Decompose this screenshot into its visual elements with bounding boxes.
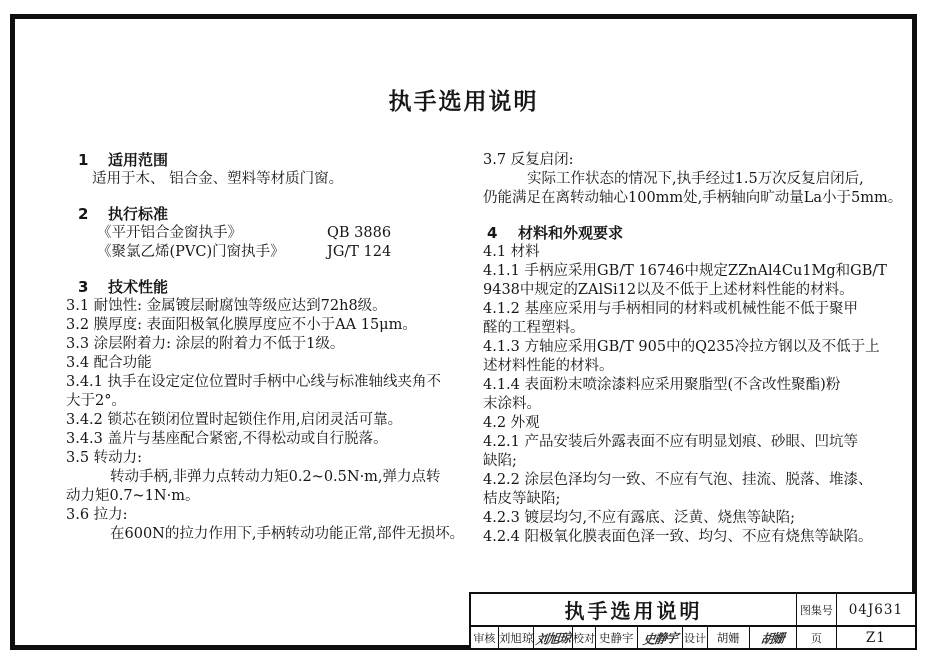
title-block-cell-name xyxy=(708,627,750,648)
text-span: 适用于木、 铝合金、塑料等材质门窗。 xyxy=(92,171,344,187)
title-block-top-row xyxy=(471,594,915,627)
text-span: 缺陷; xyxy=(483,453,517,469)
text-line xyxy=(483,528,897,547)
section-heading xyxy=(66,278,470,297)
section-heading xyxy=(483,224,897,243)
text-span: 4.2 外观 xyxy=(483,415,540,431)
text-span: 3.4.3 盖片与基座配合紧密,不得松动或自行脱落。 xyxy=(66,431,388,447)
text-line xyxy=(483,452,897,471)
text-line xyxy=(66,170,470,189)
text-span: 3.1 耐蚀性: 金属镀层耐腐蚀等级应达到72h8级。 xyxy=(66,298,387,314)
text-span: 桔皮等缺陷; xyxy=(483,491,561,507)
right-text-column xyxy=(483,151,903,547)
title-block-cell-label xyxy=(573,627,596,648)
text-line xyxy=(66,316,470,335)
text-line xyxy=(483,338,897,357)
text-span: 动力矩0.7~1N·m。 xyxy=(66,488,200,504)
text-line xyxy=(483,490,897,509)
text-line xyxy=(483,281,897,300)
text-span: 4.2.3 镀层均匀,不应有露底、泛黄、烧焦等缺陷; xyxy=(483,510,795,526)
text-line xyxy=(483,243,897,262)
page-label: 页 xyxy=(797,627,837,648)
section-number: 1 xyxy=(78,151,89,169)
text-span: 实际工作状态的情况下,执手经过1.5万次反复启闭后, xyxy=(527,171,864,187)
text-span: 仍能满足在离转动轴心100mm处,手柄轴向旷动量La小于5mm。 xyxy=(483,190,903,206)
section-number: 4 xyxy=(487,224,498,242)
title-block-cell-name xyxy=(499,627,535,648)
text-line xyxy=(66,468,470,487)
text-span: 执行标准 xyxy=(108,205,169,223)
title-block-title: 执手选用说明 xyxy=(471,594,797,625)
text-span: 3.4.1 执手在设定定位位置时手柄中心线与标准轴线夹角不 xyxy=(66,374,442,390)
title-block-cell-sig xyxy=(750,627,798,648)
text-line xyxy=(483,189,903,208)
text-line xyxy=(66,449,470,468)
text-span: 在600N的拉力作用下,手柄转动功能正常,部件无损坏。 xyxy=(110,526,465,542)
text-span: 3.3 涂层附着力: 涂层的附着力不低于1级。 xyxy=(66,336,345,352)
text-line xyxy=(483,376,897,395)
person-name: 刘旭琼 xyxy=(498,630,534,645)
handwritten-signature: 刘旭琼 xyxy=(535,629,572,647)
atlas-number-value: 04J631 xyxy=(848,601,904,618)
text-line xyxy=(483,433,897,452)
text-line xyxy=(483,151,897,170)
text-span: 转动手柄,非弹力点转动力矩0.2~0.5N·m,弹力点转 xyxy=(110,469,441,485)
drawing-title-block xyxy=(469,592,917,650)
title-block-cell-sig xyxy=(638,627,684,648)
text-span: 述材料性能的材料。 xyxy=(483,358,614,374)
text-span: 4.1.4 表面粉末喷涂漆料应采用聚脂型(不含改性聚酯)粉 xyxy=(483,377,841,393)
person-name: 胡姗 xyxy=(716,630,740,645)
text-span: 醛的工程塑料。 xyxy=(483,320,585,336)
text-line xyxy=(483,509,897,528)
title-block-cell-label xyxy=(683,627,708,648)
text-line xyxy=(483,300,897,319)
standard-code: JG/T 124 xyxy=(327,244,392,260)
section-heading xyxy=(66,205,470,224)
title-block-sign-row xyxy=(471,627,915,648)
text-line xyxy=(483,395,897,414)
text-line xyxy=(66,354,470,373)
text-span: 4.1.3 方轴应采用GB/T 905中的Q235冷拉方钢以及不低于上 xyxy=(483,339,880,355)
text-span: 《聚氯乙烯(PVC)门窗执手》 xyxy=(97,244,285,260)
standard-code: QB 3886 xyxy=(327,225,392,241)
text-span: 4.1.2 基座应采用与手柄相同的材料或机械性能不低于聚甲 xyxy=(483,301,859,317)
text-line xyxy=(66,392,470,411)
text-line xyxy=(483,262,897,281)
text-span: 4.2.4 阳极氧化膜表面色泽一致、均匀、不应有烧焦等缺陷。 xyxy=(483,529,873,545)
text-line xyxy=(66,224,470,243)
role-label: 设计 xyxy=(684,631,706,645)
text-span: 3.4.2 锁芯在锁闭位置时起锁住作用,启闭灵活可靠。 xyxy=(66,412,403,428)
text-span: 材料和外观要求 xyxy=(518,224,624,242)
title-block-cell-label xyxy=(471,627,499,648)
text-line xyxy=(483,471,897,490)
text-span: 《平开铝合金窗执手》 xyxy=(97,225,242,241)
page-number-value: Z1 xyxy=(865,629,886,646)
text-line xyxy=(66,373,470,392)
text-line xyxy=(66,335,470,354)
text-span: 3.2 膜厚度: 表面阳极氧化膜厚度应不小于AA 15μm。 xyxy=(66,317,417,333)
text-span: 3.5 转动力: xyxy=(66,450,143,466)
title-block-cell-name xyxy=(596,627,638,648)
text-line xyxy=(483,357,897,376)
text-span: 4.1 材料 xyxy=(483,244,540,260)
text-line xyxy=(483,414,897,433)
text-span: 4.2.2 涂层色泽均匀一致、不应有气泡、挂流、脱落、堆漆、 xyxy=(483,472,873,488)
text-span: 末涂料。 xyxy=(483,396,541,412)
text-span: 3.4 配合功能 xyxy=(66,355,152,371)
role-label: 审核 xyxy=(473,631,496,645)
handwritten-signature: 史静宇 xyxy=(641,629,678,647)
text-span: 适用范围 xyxy=(108,151,169,169)
section-heading xyxy=(66,151,470,170)
section-number: 3 xyxy=(78,278,89,296)
text-line xyxy=(66,487,470,506)
person-name: 史静宇 xyxy=(598,630,634,645)
text-span: 4.1.1 手柄应采用GB/T 16746中规定ZZnAl4Cu1Mg和GB/T xyxy=(483,263,887,279)
text-span: 3.6 拉力: xyxy=(66,507,128,523)
text-span: 大于2°。 xyxy=(66,393,126,409)
text-line xyxy=(66,525,470,544)
text-line xyxy=(66,297,470,316)
text-span: 4.2.1 产品安装后外露表面不应有明显划痕、砂眼、凹坑等 xyxy=(483,434,859,450)
text-line xyxy=(66,430,470,449)
handwritten-signature: 胡姗 xyxy=(760,629,786,647)
text-line xyxy=(66,243,470,262)
atlas-number-label: 图集号 xyxy=(797,594,837,625)
section-number: 2 xyxy=(78,205,89,223)
text-span: 9438中规定的ZAlSi12以及不低于上述材料性能的材料。 xyxy=(483,282,854,298)
text-line xyxy=(483,170,897,189)
text-line xyxy=(483,319,897,338)
left-text-column xyxy=(66,151,470,544)
title-block-cell-sig xyxy=(534,627,573,648)
page-title: 执手选用说明 xyxy=(388,89,539,115)
text-line xyxy=(66,506,470,525)
role-label: 校对 xyxy=(573,631,595,645)
text-span: 3.7 反复启闭: xyxy=(483,152,574,168)
text-span: 技术性能 xyxy=(108,278,169,296)
text-line xyxy=(66,411,470,430)
